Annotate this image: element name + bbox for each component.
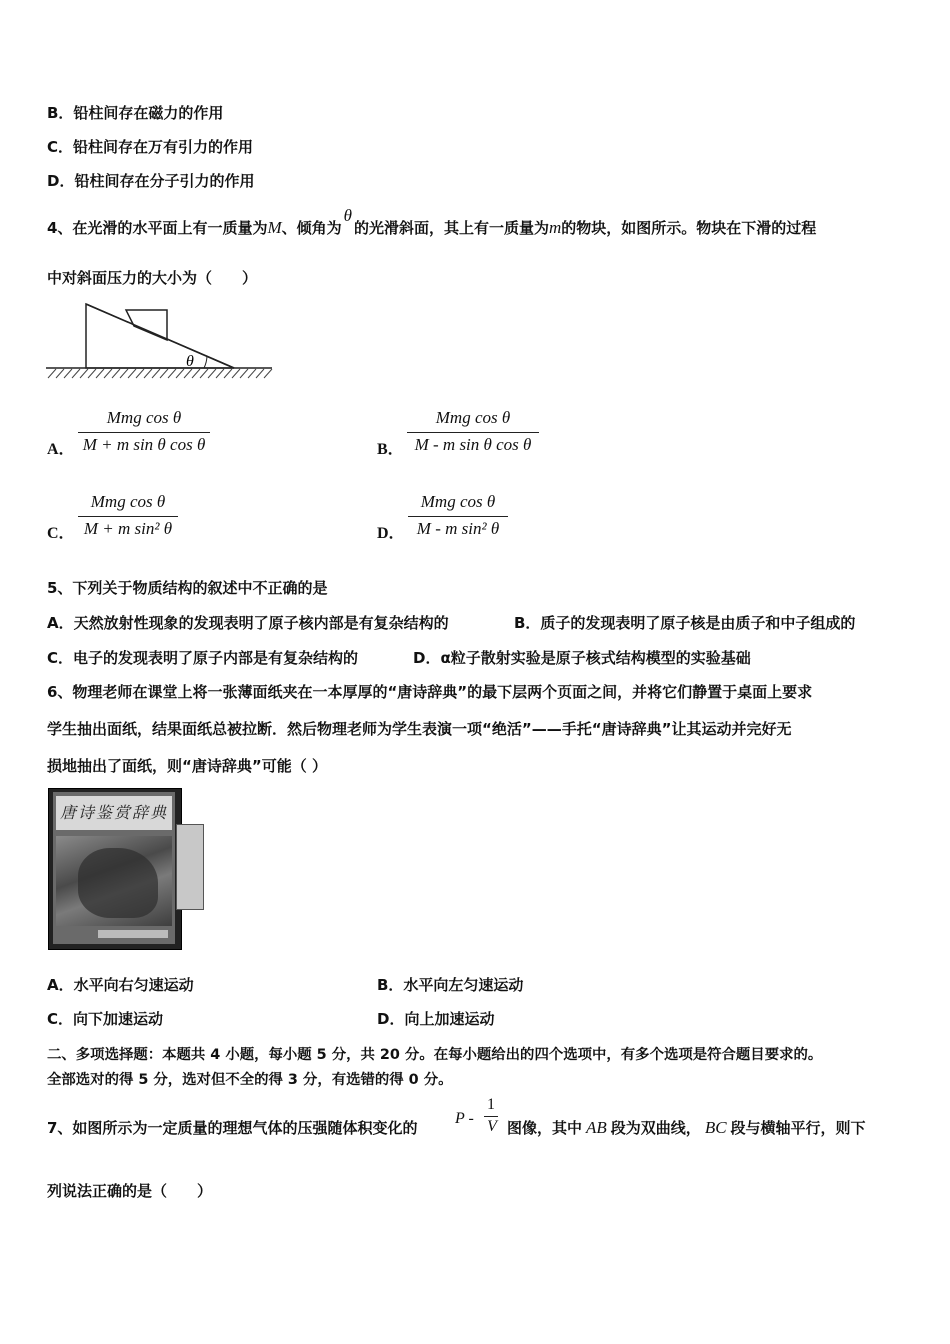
q7-p-symbol: P -: [455, 1110, 474, 1127]
q3-option-c: C．铅柱间存在万有引力的作用: [47, 138, 254, 156]
q4-stem-line1: 4、在光滑的水平面上有一质量为M、倾角为θ的光滑斜面，其上有一质量为m的物块，如图所示。物块在下滑的过程: [47, 206, 817, 237]
q7-stem-part2: 图像，其中 AB 段为双曲线， BC 段与横轴平行，则下: [507, 1118, 866, 1137]
q4-option-d-label: D．: [377, 525, 405, 542]
q7-frac-num: 1: [487, 1096, 495, 1113]
q4-option-a-numerator: Mmg cos θ: [106, 408, 182, 427]
block: [126, 310, 167, 340]
q6-option-d: D．向上加速运动: [377, 1010, 495, 1028]
paper-tissue: [176, 824, 204, 910]
q4-option-b-denominator: M - m sin θ cos θ: [414, 435, 532, 454]
q4-option-d-numerator: Mmg cos θ: [420, 492, 496, 511]
section2-header-line1: 二、多项选择题：本题共 4 小题，每小题 5 分，共 20 分。在每小题给出的四个选项中，有多个选项是符合题目要求的。: [47, 1047, 823, 1063]
q4-option-a-label: A．: [47, 441, 75, 458]
ground-hatching: [48, 369, 272, 378]
q3-option-b: B．铅柱间存在磁力的作用: [47, 104, 224, 122]
section2-header-line2: 全部选对的得 5 分，选对但不全的得 3 分，有选错的得 0 分。: [47, 1072, 453, 1088]
q6-option-a: A．水平向右匀速运动: [47, 976, 194, 994]
q5-stem: 5、下列关于物质结构的叙述中不正确的是: [47, 579, 328, 597]
q4-option-b-numerator: Mmg cos θ: [435, 408, 511, 427]
q4-option-d-fraction: [408, 492, 508, 542]
q5-option-d: D．α粒子散射实验是原子核式结构模型的实验基础: [413, 649, 751, 667]
q4-option-c-fraction: [78, 492, 178, 542]
q4-option-c-numerator: Mmg cos θ: [90, 492, 166, 511]
q4-option-c-denominator: M + m sin² θ: [83, 519, 173, 538]
q7-frac-den: V: [487, 1118, 497, 1135]
q4-option-b-fraction: [407, 408, 539, 458]
diagram-theta-label: θ: [186, 353, 194, 370]
q6-option-c: C．向下加速运动: [47, 1010, 164, 1028]
q7-stem-part1: 7、如图所示为一定质量的理想气体的压强随体积变化的: [47, 1119, 418, 1137]
q4-option-a-fraction: [78, 408, 210, 458]
q5-option-c: C．电子的发现表明了原子内部是有复杂结构的: [47, 649, 359, 667]
q4-option-b-label: B．: [377, 441, 404, 458]
q4-option-a-denominator: M + m sin θ cos θ: [82, 435, 206, 454]
book-title: 唐诗鉴赏辞典: [56, 796, 172, 830]
q5-option-a: A．天然放射性现象的发现表明了原子核内部是有复杂结构的: [47, 614, 449, 632]
q4-option-d-denominator: M - m sin² θ: [416, 519, 500, 538]
q4-option-c-label: C．: [47, 525, 75, 542]
q6-option-b: B．水平向左匀速运动: [377, 976, 524, 994]
q4-stem-line2: 中对斜面压力的大小为（ ）: [47, 269, 258, 287]
book-image: [48, 788, 203, 950]
q6-stem-line3: 损地抽出了面纸，则“唐诗辞典”可能（ ）: [47, 757, 327, 775]
q6-stem-line1: 6、物理老师在课堂上将一张薄面纸夹在一本厚厚的“唐诗辞典”的最下层两个页面之间，并将它们静置于桌面上要求: [47, 683, 813, 701]
incline-diagram: [44, 300, 276, 382]
q5-option-b: B．质子的发现表明了原子核是由质子和中子组成的: [514, 614, 856, 632]
q7-p-over-v: [455, 1096, 505, 1148]
q3-option-d: D．铅柱间存在分子引力的作用: [47, 172, 255, 190]
q6-stem-line2: 学生抽出面纸，结果面纸总被拉断．然后物理老师为学生表演一项“绝活”——手托“唐诗辞典”让其运动并完好无: [47, 720, 792, 738]
q7-stem-line2: 列说法正确的是（ ）: [47, 1182, 213, 1200]
angle-arc: [204, 356, 207, 368]
